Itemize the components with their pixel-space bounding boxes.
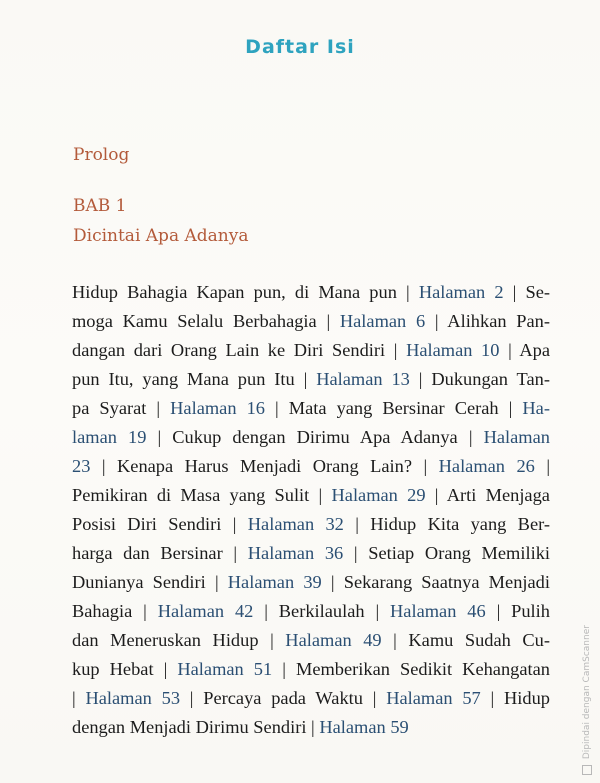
separator: | bbox=[468, 427, 473, 447]
separator: | bbox=[275, 398, 279, 418]
separator: | bbox=[163, 659, 168, 679]
toc-entry-text: Kamu Sudah Cu- bbox=[396, 630, 550, 650]
toc-entry-text bbox=[76, 688, 86, 708]
separator: | bbox=[546, 456, 551, 476]
toc-line bbox=[72, 539, 550, 568]
toc-entry-text: Alihkan Pan- bbox=[438, 311, 550, 331]
chapter-title: Dicintai Apa Adanya bbox=[73, 226, 249, 246]
page-reference-link[interactable]: laman 19 bbox=[72, 427, 147, 447]
page-reference-link[interactable]: Halaman 26 bbox=[438, 456, 535, 476]
toc-paragraph bbox=[72, 278, 550, 742]
separator: | bbox=[372, 688, 377, 708]
toc-line bbox=[72, 307, 550, 336]
toc-line bbox=[72, 394, 550, 423]
toc-entry-text bbox=[180, 688, 190, 708]
toc-entry-text bbox=[307, 369, 316, 389]
page-reference-link[interactable]: Ha- bbox=[522, 398, 550, 418]
toc-entry-text bbox=[253, 601, 264, 621]
toc-entry-text: pun Itu, yang Mana pun Itu bbox=[72, 369, 304, 389]
toc-line bbox=[72, 684, 550, 713]
page-reference-link[interactable]: Halaman 39 bbox=[227, 572, 322, 592]
toc-entry-text: Posisi Diri Sendiri bbox=[72, 514, 233, 534]
toc-entry-text bbox=[167, 659, 177, 679]
separator: | bbox=[490, 688, 495, 708]
separator: | bbox=[233, 543, 238, 563]
toc-entry-text bbox=[425, 311, 435, 331]
separator: | bbox=[189, 688, 194, 708]
toc-entry-text bbox=[90, 456, 101, 476]
separator: | bbox=[214, 572, 219, 592]
toc-entry-text bbox=[343, 543, 354, 563]
toc-line bbox=[72, 626, 550, 655]
toc-entry-text bbox=[410, 369, 419, 389]
toc-entry-text bbox=[237, 543, 248, 563]
separator: | bbox=[264, 601, 268, 621]
separator: | bbox=[393, 630, 397, 650]
toc-entry-text bbox=[330, 311, 340, 331]
toc-entry-text: dengan Menjadi Dirimu Sendiri bbox=[72, 717, 312, 737]
toc-entry-text bbox=[499, 340, 508, 360]
toc-entry-text: Hidup Kita yang Ber- bbox=[358, 514, 550, 534]
page-reference-link[interactable]: Halaman 46 bbox=[390, 601, 486, 621]
toc-entry-text: Pemikiran di Masa yang Sulit bbox=[72, 485, 319, 505]
toc-entry-text: Mata yang Bersinar Cerah bbox=[278, 398, 509, 418]
toc-entry-text bbox=[427, 456, 438, 476]
page-reference-link[interactable]: Halaman 49 bbox=[285, 630, 382, 650]
toc-entry-text bbox=[382, 630, 394, 650]
toc-entry-text: Se- bbox=[516, 282, 550, 302]
separator: | bbox=[355, 514, 359, 534]
page-reference-link[interactable]: Halaman 32 bbox=[247, 514, 344, 534]
page-reference-link[interactable]: Halaman 16 bbox=[170, 398, 265, 418]
toc-entry-text: Bahagia bbox=[72, 601, 144, 621]
toc-entry-text: Dunianya Sendiri bbox=[72, 572, 215, 592]
separator: | bbox=[101, 456, 106, 476]
toc-entry-text: moga Kamu Selalu Berbahagia bbox=[72, 311, 327, 331]
toc-entry-text: kup Hebat bbox=[72, 659, 164, 679]
separator: | bbox=[157, 427, 162, 447]
separator: | bbox=[326, 311, 331, 331]
toc-line bbox=[72, 510, 550, 539]
toc-entry-text: Memberikan Sedikit Kehangatan bbox=[285, 659, 550, 679]
separator: | bbox=[508, 398, 513, 418]
toc-entry-text bbox=[426, 485, 435, 505]
separator: | bbox=[311, 717, 315, 737]
toc-entry-text bbox=[535, 456, 546, 476]
toc-line bbox=[72, 423, 550, 452]
page-reference-link[interactable]: Halaman bbox=[483, 427, 550, 447]
toc-line bbox=[72, 597, 550, 626]
toc-entry-text bbox=[219, 572, 228, 592]
toc-entry-text bbox=[322, 485, 331, 505]
separator: | bbox=[406, 282, 410, 302]
separator: | bbox=[393, 340, 398, 360]
page-reference-link[interactable]: 23 bbox=[72, 456, 91, 476]
toc-entry-text bbox=[236, 514, 247, 534]
separator: | bbox=[512, 282, 517, 302]
toc-entry-text: Cukup dengan Dirimu Apa Adanya bbox=[161, 427, 469, 447]
toc-entry-text: Arti Menjaga bbox=[438, 485, 550, 505]
page-reference-link[interactable]: Halaman 36 bbox=[247, 543, 344, 563]
toc-entry-text bbox=[397, 340, 406, 360]
toc-entry-text: Apa bbox=[511, 340, 551, 360]
chapter-label: BAB 1 bbox=[73, 196, 127, 216]
toc-line bbox=[72, 452, 550, 481]
separator: | bbox=[423, 456, 428, 476]
toc-line bbox=[72, 278, 550, 307]
separator: | bbox=[318, 485, 323, 505]
separator: | bbox=[282, 659, 286, 679]
separator: | bbox=[434, 485, 439, 505]
watermark-text: Dipindai dengan CamScanner bbox=[582, 625, 592, 760]
toc-entry-text: Berkilaulah bbox=[267, 601, 376, 621]
toc-entry-text bbox=[486, 601, 497, 621]
toc-entry-text bbox=[272, 659, 282, 679]
separator: | bbox=[72, 688, 76, 708]
page-reference-link[interactable]: Halaman 13 bbox=[316, 369, 410, 389]
toc-entry-text: Setiap Orang Memiliki bbox=[357, 543, 550, 563]
page-reference-link[interactable]: Halaman 59 bbox=[319, 717, 409, 737]
toc-entry-text bbox=[344, 514, 355, 534]
toc-entry-prolog[interactable]: Prolog bbox=[73, 145, 130, 165]
toc-entry-text: dangan dari Orang Lain ke Diri Sendiri bbox=[72, 340, 394, 360]
toc-entry-text bbox=[512, 398, 522, 418]
toc-line bbox=[72, 336, 550, 365]
toc-entry-text: Percaya pada Waktu bbox=[193, 688, 373, 708]
toc-entry-text bbox=[473, 427, 484, 447]
separator: | bbox=[508, 340, 512, 360]
toc-line bbox=[72, 655, 550, 684]
toc-entry-text: pa Syarat bbox=[72, 398, 157, 418]
separator: | bbox=[143, 601, 147, 621]
separator: | bbox=[270, 630, 274, 650]
toc-entry-text bbox=[376, 688, 386, 708]
page-reference-link[interactable]: Halaman 57 bbox=[386, 688, 481, 708]
separator: | bbox=[353, 543, 358, 563]
toc-line bbox=[72, 713, 550, 742]
separator: | bbox=[232, 514, 237, 534]
toc-entry-text bbox=[147, 601, 158, 621]
separator: | bbox=[496, 601, 501, 621]
toc-entry-text: Sekarang Saatnya Menjadi bbox=[334, 572, 550, 592]
toc-entry-text bbox=[146, 427, 157, 447]
separator: | bbox=[330, 572, 335, 592]
page-reference-link[interactable]: Halaman 6 bbox=[339, 311, 426, 331]
toc-entry-text bbox=[160, 398, 170, 418]
page-reference-link[interactable]: Halaman 42 bbox=[157, 601, 254, 621]
toc-entry-text: Hidup bbox=[494, 688, 550, 708]
toc-line bbox=[72, 365, 550, 394]
toc-entry-text: Hidup Bahagia Kapan pun, di Mana pun bbox=[72, 282, 407, 302]
scanner-watermark bbox=[582, 615, 596, 775]
toc-entry-text bbox=[379, 601, 390, 621]
toc-entry-text bbox=[410, 282, 419, 302]
toc-line bbox=[72, 568, 550, 597]
toc-entry-text: dan Meneruskan Hidup bbox=[72, 630, 271, 650]
page-reference-link[interactable]: Halaman 29 bbox=[331, 485, 426, 505]
toc-entry-text: harga dan Bersinar bbox=[72, 543, 234, 563]
toc-entry-text bbox=[481, 688, 491, 708]
camscanner-icon bbox=[582, 765, 592, 775]
separator: | bbox=[156, 398, 161, 418]
toc-entry-text: Dukungan Tan- bbox=[422, 369, 550, 389]
toc-entry-text: Kenapa Harus Menjadi Orang Lain? bbox=[105, 456, 424, 476]
page-reference-link[interactable]: Halaman 2 bbox=[418, 282, 504, 302]
separator: | bbox=[375, 601, 380, 621]
toc-entry-text bbox=[265, 398, 275, 418]
page-reference-link[interactable]: Halaman 53 bbox=[85, 688, 181, 708]
separator: | bbox=[418, 369, 423, 389]
toc-line bbox=[72, 481, 550, 510]
page-title: Daftar Isi bbox=[245, 36, 355, 58]
toc-entry-text: Pulih bbox=[500, 601, 550, 621]
toc-entry-text bbox=[274, 630, 286, 650]
page-reference-link[interactable]: Halaman 51 bbox=[177, 659, 273, 679]
separator: | bbox=[434, 311, 439, 331]
separator: | bbox=[303, 369, 308, 389]
toc-entry-text bbox=[322, 572, 331, 592]
page-reference-link[interactable]: Halaman 10 bbox=[406, 340, 500, 360]
toc-entry-text bbox=[504, 282, 513, 302]
